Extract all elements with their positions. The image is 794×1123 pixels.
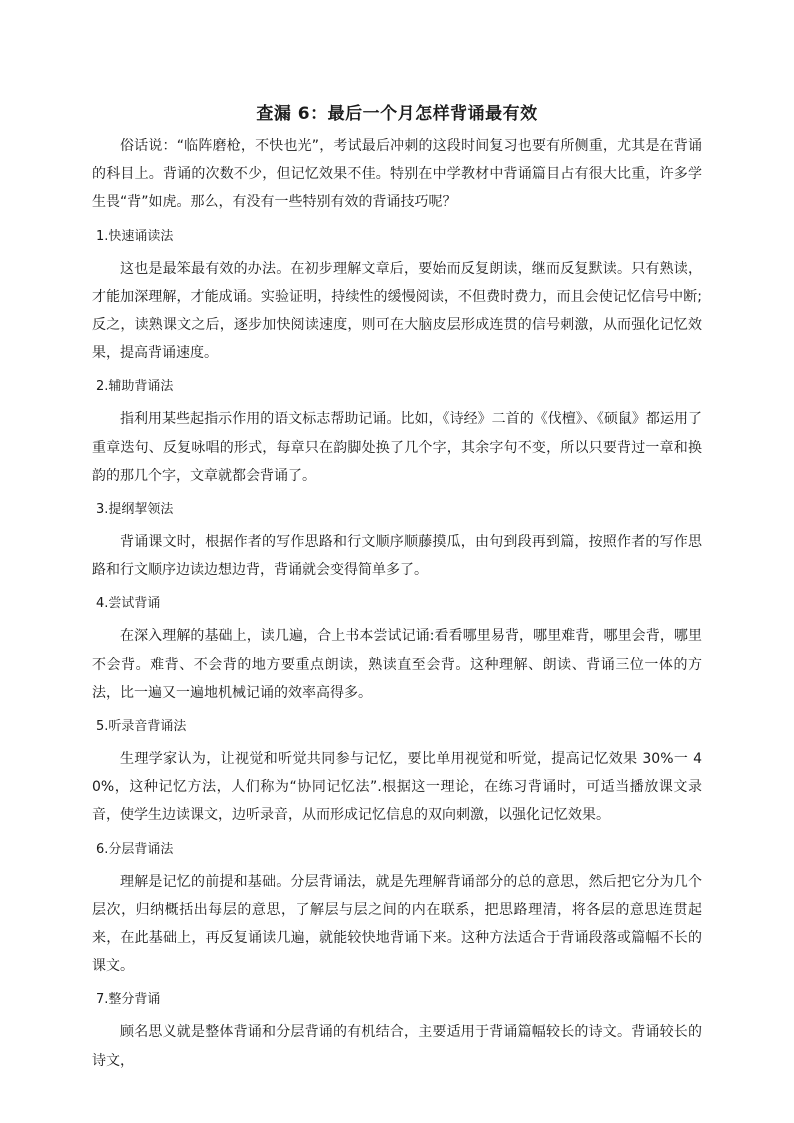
section-heading-3: 3.提纲挈领法 bbox=[96, 502, 174, 518]
intro-paragraph: 俗话说：“临阵磨枪，不快也光”，考试最后冲刺的这段时间复习也要有所侧重，尤其是在背诵的科目上。背诵的次数不少，但记忆效果不佳。特别在中学教材中背诵篇目占有很大比重，许多学生畏“背”如虎。那么，有没有一些特别有效的背诵技巧呢？ bbox=[92, 138, 702, 211]
section-text-3: 背诵课文时，根据作者的写作思路和行文顺序顺藤摸瓜，由句到段再到篇，按照作者的写作思路和行文顺序边读边想边背，背诵就会变得简单多了。 bbox=[92, 534, 702, 579]
section-text-4: 在深入理解的基础上，读几遍，合上书本尝试记诵:看看哪里易背，哪里难背，哪里会背，哪里不会背。难背、不会背的地方要重点朗读，熟读直至会背。这种理解、朗读、背诵三位一体的方法，比一遍又一遍地机械记诵的效率高得多。 bbox=[92, 628, 702, 701]
document-title: 查漏 6：最后一个月怎样背诵最有效 bbox=[256, 104, 538, 124]
section-heading-1: 1.快速诵读法 bbox=[96, 228, 174, 244]
section-heading-4: 4.尝试背诵 bbox=[96, 596, 161, 612]
section-text-7: 顾名思义就是整体背诵和分层背诵的有机结合，主要适用于背诵篇幅较长的诗文。背诵较长的诗文， bbox=[92, 1024, 702, 1069]
section-heading-7: 7.整分背诵 bbox=[96, 992, 161, 1008]
section-heading-6: 6.分层背诵法 bbox=[96, 841, 174, 857]
section-text-6: 理解是记忆的前提和基础。分层背诵法，就是先理解背诵部分的总的意思，然后把它分为几个层次，归纳概括出每层的意思，了解层与层之间的内在联系，把思路理清，将各层的意思连贯起来，在此基础上，再反复诵读几遍，就能较快地背诵下来。这种方法适合于背诵段落或篇幅不长的课文。 bbox=[92, 873, 702, 975]
section-text-1: 这也是最笨最有效的办法。在初步理解文章后，要始而反复朗读，继而反复默读。只有熟读，才能加深理解，才能成诵。实验证明，持续性的缓慢阅读，不但费时费力，而且会使记忆信号中断;反之，读熟课文之后，逐步加快阅读速度，则可在大脑皮层形成连贯的信号刺激，从而强化记忆效果，提高背诵速度。 bbox=[92, 260, 702, 362]
section-text-2: 指利用某些起指示作用的语文标志帮助记诵。比如，《诗经》二首的《伐檀》、《硕鼠》都运用了重章迭句、反复咏唱的形式，每章只在韵脚处换了几个字，其余字句不变，所以只要背过一章和换韵的那几个字，文章就都会背诵了。 bbox=[92, 411, 702, 484]
section-text-5: 生理学家认为，让视觉和听觉共同参与记忆，要比单用视觉和听觉，提高记忆效果 30%一 40%，这种记忆方法，人们称为“协同记忆法”.根据这一理论，在练习背诵时，可适当播放课文录音，使学生边读课文，边听录音，从而形成记忆信息的双向刺激，以强化记忆效果。 bbox=[92, 751, 702, 824]
section-heading-5: 5.听录音背诵法 bbox=[96, 719, 187, 735]
section-heading-2: 2.辅助背诵法 bbox=[96, 379, 174, 395]
